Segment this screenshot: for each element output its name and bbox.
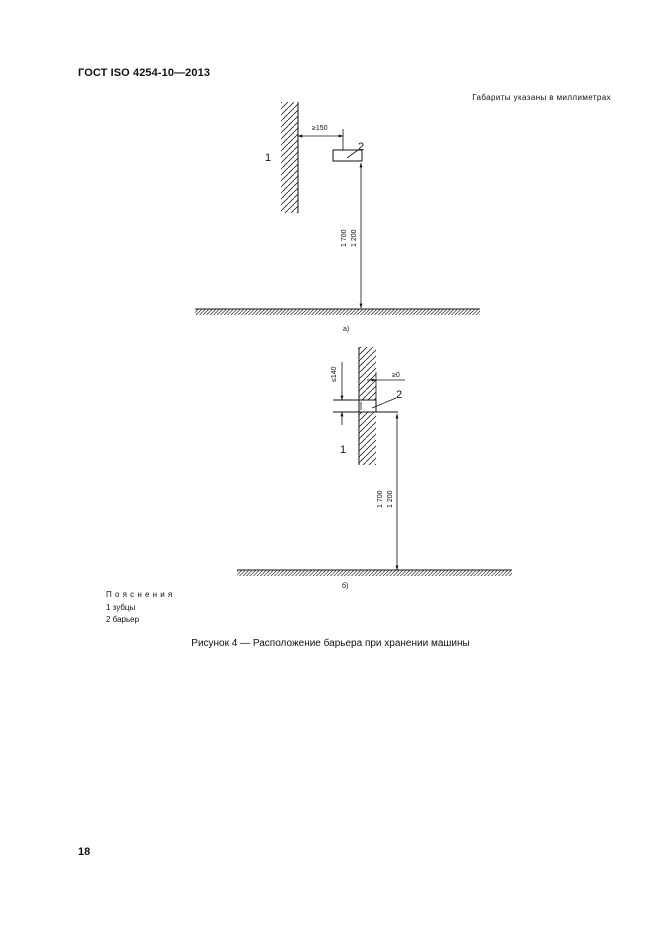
gap-label-b: ≥0 — [392, 372, 400, 379]
item-2-label-b: 2 — [396, 389, 403, 401]
figure-b — [237, 347, 512, 590]
item-1-label-a: 1 — [265, 152, 272, 164]
gap-label-a: ≥150 — [312, 125, 328, 132]
sublabel-a: а) — [343, 326, 350, 333]
item-2-label-a: 2 — [358, 141, 365, 153]
height-label-2-b: 1 200 — [387, 490, 394, 508]
depth-label-b: ≤140 — [331, 366, 338, 382]
units-note: Габариты указаны в миллиметрах — [472, 93, 611, 102]
height-label-1-a: 1 700 — [341, 229, 348, 247]
page-number: 18 — [78, 846, 91, 858]
document-header: ГОСТ ISO 4254-10—2013 — [78, 67, 211, 79]
figure-caption: Рисунок 4 — Расположение барьера при хранении машины — [191, 638, 470, 649]
item-1-label-b: 1 — [340, 444, 347, 456]
barrier-b — [359, 400, 376, 412]
explanations-title: Пояснения — [106, 590, 176, 599]
ground-a — [195, 309, 480, 315]
explanations — [106, 589, 175, 627]
explanation-item: 2 барьер — [106, 615, 140, 624]
wall-a — [281, 102, 298, 213]
ground-b — [237, 570, 512, 576]
height-label-2-a: 1 200 — [351, 229, 358, 247]
sublabel-b: б) — [342, 583, 349, 590]
figure-a — [195, 102, 480, 333]
height-label-1-b: 1 700 — [377, 490, 384, 508]
explanation-item: 1 зубцы — [106, 602, 136, 612]
